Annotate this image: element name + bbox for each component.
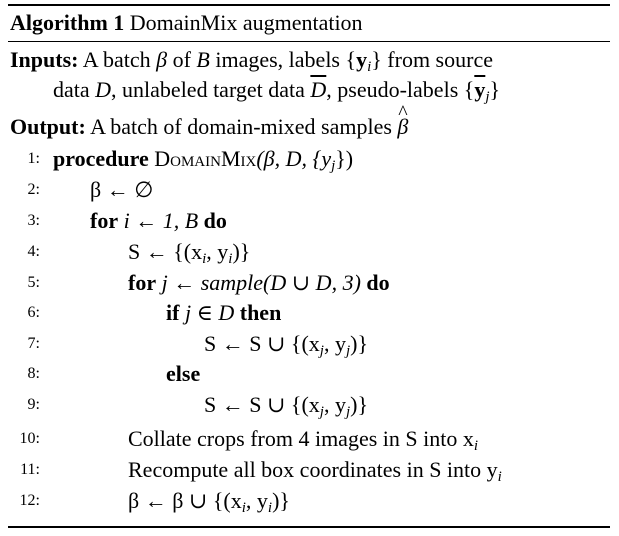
algorithm-caption (10, 8, 363, 38)
line-number: 11: (20, 461, 40, 478)
line-code: procedure DomainMix(β, D, $\{y_j\}$) (53, 146, 354, 174)
caption-title: DomainMix augmentation (129, 10, 363, 35)
line-number: 6: (27, 304, 40, 321)
caption-label: Algorithm 1 (10, 10, 125, 35)
line-number: 2: (27, 181, 40, 198)
algorithm-line (0, 486, 619, 516)
line-number: 8: (27, 365, 40, 382)
inputs-label: Inputs: (10, 47, 79, 72)
line-number: 7: (27, 335, 40, 352)
line-code: β ← β ∪ {($x_i$, $y_i$)} (128, 488, 290, 516)
algorithm-line (0, 329, 619, 359)
line-code: Collate crops from 4 images in S into $x_i$ (128, 426, 479, 454)
algorithm-line (0, 424, 619, 454)
top-rule (8, 4, 610, 6)
algorithm-line (0, 390, 619, 420)
line-number: 4: (27, 243, 40, 260)
algorithm-line (0, 206, 619, 236)
line-number: 9: (27, 396, 40, 413)
algorithm-line (0, 455, 619, 485)
line-number: 5: (27, 274, 40, 291)
line-number: 10: (19, 430, 40, 447)
output-line: Output: A batch of domain-mixed samples ^ β (10, 112, 408, 142)
inputs-line-2: data D, unlabeled target data $\overline{D}$, pseudo-labels $\{\overline{y}_j\}$ (53, 77, 501, 105)
algorithm-line (0, 268, 619, 298)
line-code: S ← S ∪ {($x_j$, $y_j$)} (204, 392, 369, 420)
line-code: if j ∈ D then (166, 300, 282, 325)
line-code: for j ← sample(D ∪ D, 3) do (128, 270, 390, 295)
algorithm-line (0, 298, 619, 328)
caption-rule (8, 41, 610, 42)
bottom-rule (8, 526, 610, 528)
line-code: Recompute all box coordinates in S into $y_i$ (128, 457, 502, 485)
line-code: for i ← 1, B do (90, 208, 227, 233)
output-label: Output: (10, 114, 86, 139)
line-number: 1: (27, 150, 40, 167)
line-number: 3: (27, 212, 40, 229)
line-number: 12: (19, 492, 40, 509)
algorithm-line (0, 359, 619, 389)
algorithm-line (0, 144, 619, 174)
line-code: else (166, 361, 201, 386)
algorithm-line (0, 237, 619, 267)
line-code: β ← ∅ (90, 177, 154, 202)
line-code: S ← S ∪ {($x_j$, $y_j$)} (204, 331, 369, 359)
algorithm-line (0, 175, 619, 205)
inputs-line-1: Inputs: A batch β of B images, labels $\{y_i\}$ from source (10, 47, 493, 75)
line-code: S ← {($x_i$, $y_i$)} (128, 239, 251, 267)
